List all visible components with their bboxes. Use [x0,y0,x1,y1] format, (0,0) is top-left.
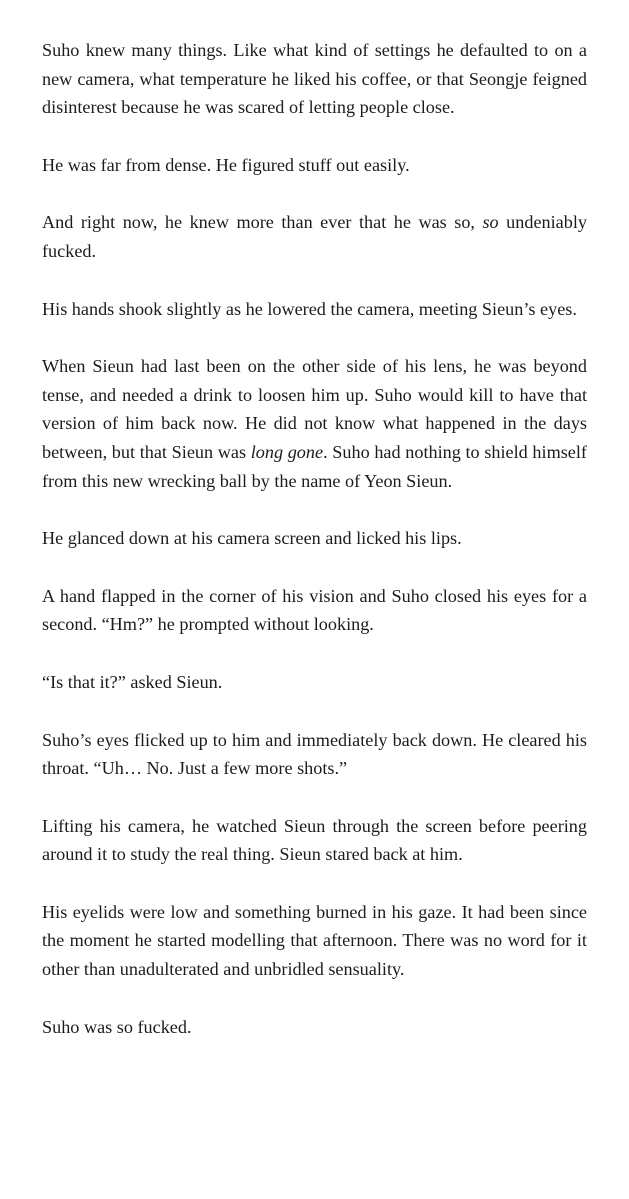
text-span: Suho’s eyes flicked up to him and immediately back down. He cleared his throat. “Uh… No. Just a few more shots.” [42,729,587,779]
text-span: He was far from dense. He figured stuff out easily. [42,154,410,175]
italic-text: so [482,212,499,233]
paragraph-2 [42,151,587,180]
story-text [42,36,587,1041]
paragraph-12 [42,1013,587,1042]
text-span: “Is that it?” asked Sieun. [42,671,223,692]
text-span: undeniably fucked. [42,212,587,261]
paragraph-9 [42,726,587,783]
text-span: Suho knew many things. Like what kind of settings he defaulted to on a new camera, what temperature he liked his coffee, or that Seongje feigned disinterest because he was scared of letting people close. [42,40,587,118]
paragraph-10 [42,812,587,869]
paragraph-6 [42,524,587,553]
paragraph-1 [42,36,587,122]
paragraph-8 [42,668,587,697]
text-span: . Suho had nothing to shield himself from this new wrecking ball by the name of Yeon Sieun. [42,441,587,491]
text-span: When Sieun had last been on the other side of his lens, he was beyond tense, and needed a drink to loosen him up. Suho would kill to have that version of him back now. He did not know what happened in the days between, but that Sieun was [42,356,587,462]
text-span: A hand flapped in the corner of his vision and Suho closed his eyes for a second. “Hm?” he prompted without looking. [42,585,587,635]
text-span: And right now, he knew more than ever that he was so, [42,212,483,233]
text-span: His hands shook slightly as he lowered the camera, meeting Sieun’s eyes. [42,298,577,319]
text-span: Suho was so fucked. [42,1016,192,1037]
text-span: Lifting his camera, he watched Sieun through the screen before peering around it to study the real thing. Sieun stared back at him. [42,815,587,865]
paragraph-5 [42,352,587,495]
paragraph-4 [42,295,587,324]
paragraph-7 [42,582,587,639]
text-span: He glanced down at his camera screen and licked his lips. [42,528,462,549]
text-span: His eyelids were low and something burned in his gaze. It had been since the moment he started modelling that afternoon. There was no word for it other than unadulterated and unbridled sensuality. [42,901,587,980]
italic-text: long gone [250,441,324,462]
paragraph-3 [42,208,587,265]
paragraph-11 [42,898,587,984]
